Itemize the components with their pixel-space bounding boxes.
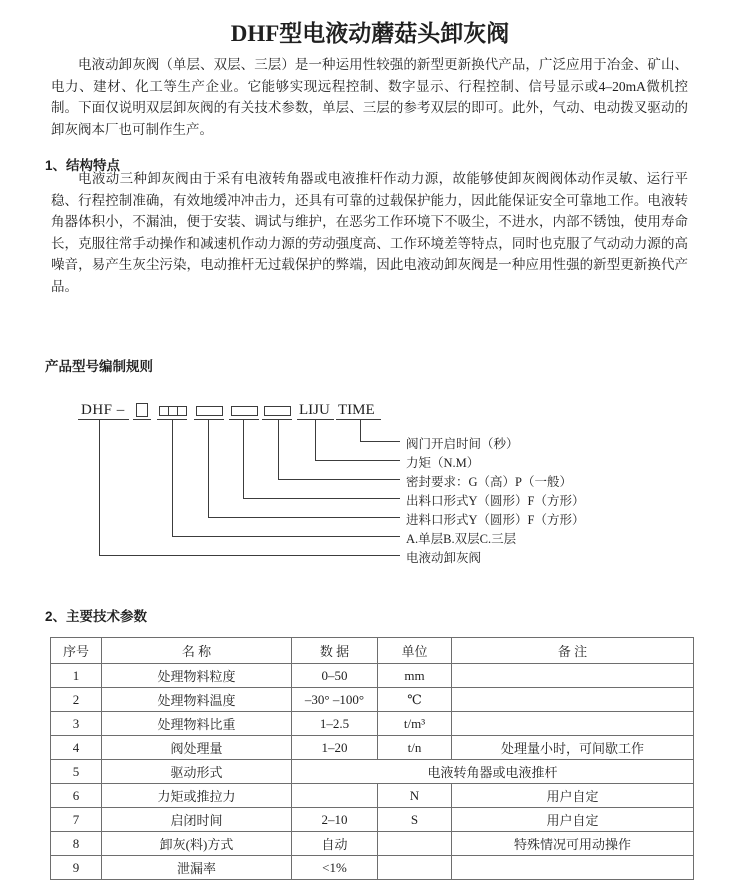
cell-name: 处理物料粒度 xyxy=(102,664,292,688)
cell-name: 驱动形式 xyxy=(102,760,292,784)
cell-note: 用户自定 xyxy=(452,784,694,808)
cell-note xyxy=(452,664,694,688)
col-header-data: 数 据 xyxy=(292,638,378,664)
cell-index: 1 xyxy=(51,664,102,688)
cell-note xyxy=(452,688,694,712)
cell-index: 2 xyxy=(51,688,102,712)
cell-data: 1–20 xyxy=(292,736,378,760)
cell-index: 8 xyxy=(51,832,102,856)
col-header-index: 序号 xyxy=(51,638,102,664)
layers-box-cell xyxy=(160,407,169,415)
table-row xyxy=(51,688,694,712)
cell-index: 3 xyxy=(51,712,102,736)
cell-data: 2–10 xyxy=(292,808,378,832)
diagram-label-outlet: 出料口形式Y（圆形）F（方形） xyxy=(406,494,585,508)
cell-note: 处理量小时，可间歇工作 xyxy=(452,736,694,760)
cell-name: 启闭时间 xyxy=(102,808,292,832)
diagram-label-layers: A.单层B.双层C.三层 xyxy=(406,532,517,546)
col-header-unit: 单位 xyxy=(378,638,452,664)
table-row xyxy=(51,808,694,832)
cell-name: 卸灰(料)方式 xyxy=(102,832,292,856)
cell-data xyxy=(292,784,378,808)
cell-note xyxy=(452,712,694,736)
diagram-label-seal: 密封要求：G（高）P（一般） xyxy=(406,475,572,489)
connector-valve-type xyxy=(99,420,400,556)
section-params-heading: 2、主要技术参数 xyxy=(45,609,148,624)
table-row xyxy=(51,712,694,736)
cell-unit: t/m³ xyxy=(378,712,452,736)
layers-box-cell xyxy=(178,407,186,415)
cell-data: <1% xyxy=(292,856,378,880)
layers-box-cell xyxy=(169,407,178,415)
diagram-label-torque: 力矩（N.M） xyxy=(406,456,480,470)
cell-unit: t/n xyxy=(378,736,452,760)
cell-name: 泄漏率 xyxy=(102,856,292,880)
intro-paragraph: 电液动卸灰阀（单层、双层、三层）是一种运用性较强的新型更新换代产品，广泛应用于冶金、矿山、电力、建材、化工等生产企业。它能够实现远程控制、数字显示、行程控制、信号显示或4–20mA微机控制。下面仅说明双层卸灰阀的有关技术参数，单层、三层的参考双层的即可。此外，气动、电动拨叉驱动的卸灰阀本厂也可制作生产。 xyxy=(51,57,688,137)
table-row xyxy=(51,760,694,784)
cell-unit xyxy=(378,832,452,856)
cell-note: 用户自定 xyxy=(452,808,694,832)
table-row xyxy=(51,784,694,808)
col-header-name: 名 称 xyxy=(102,638,292,664)
model-field-layers-box xyxy=(159,406,187,416)
diagram-label-inlet: 进料口形式Y（圆形）F（方形） xyxy=(406,513,585,527)
model-field-blank-box xyxy=(136,403,148,417)
cell-index: 5 xyxy=(51,760,102,784)
model-field-inlet-box xyxy=(196,406,223,416)
features-paragraph: 电液动三种卸灰阀由于采有电液转角器或电液推杆作动力源，故能够使卸灰阀阀体动作灵敏、运行平稳、行程控制准确，有效地缓冲冲击力，还具有可靠的过载保护能力，因此能保证安全可靠地工作。电液转角器体积小，不漏油，便于安装、调试与维护，在恶劣工作环境下不吸尘，不进水，内部不锈蚀，使用寿命长，克服往常手动操作和减速机作动力源的劳动强度高、工作环境差等特点，同时也克服了气动动力源的高噪音，易产生灰尘污染，电动推杆无过载保护的弊端，因此电液动卸灰阀是一种应用性强的新型更新换代产品。 xyxy=(51,171,688,294)
cell-note xyxy=(452,856,694,880)
cell-data: –30° –100° xyxy=(292,688,378,712)
cell-index: 7 xyxy=(51,808,102,832)
model-code-heading: 产品型号编制规则 xyxy=(45,359,153,374)
cell-data: 自动 xyxy=(292,832,378,856)
col-header-note: 备 注 xyxy=(452,638,694,664)
section-features-heading: 1、结构特点 xyxy=(45,158,121,173)
cell-index: 9 xyxy=(51,856,102,880)
diagram-label-open-time: 阀门开启时间（秒） xyxy=(406,437,519,451)
model-prefix-text: DHF – xyxy=(81,402,125,418)
cell-data: 1–2.5 xyxy=(292,712,378,736)
model-field-outlet-box xyxy=(231,406,258,416)
cell-merged-drive: 电液转角器或电液推杆 xyxy=(292,760,694,784)
diagram-label-valve-type: 电液动卸灰阀 xyxy=(406,551,482,565)
cell-data: 0–50 xyxy=(292,664,378,688)
cell-name: 力矩或推拉力 xyxy=(102,784,292,808)
table-row xyxy=(51,856,694,880)
page-title: DHF型电液动蘑菇头卸灰阀 xyxy=(230,21,510,46)
cell-name: 处理物料比重 xyxy=(102,712,292,736)
table-header-row xyxy=(51,638,694,664)
model-field-seal-box xyxy=(264,406,291,416)
cell-unit: N xyxy=(378,784,452,808)
cell-note: 特殊情况可用动操作 xyxy=(452,832,694,856)
parameters-table xyxy=(50,637,694,880)
cell-index: 6 xyxy=(51,784,102,808)
table-row xyxy=(51,664,694,688)
cell-unit: ℃ xyxy=(378,688,452,712)
model-liju-text: LIJU xyxy=(299,402,330,418)
cell-unit xyxy=(378,856,452,880)
cell-name: 处理物料温度 xyxy=(102,688,292,712)
cell-unit: mm xyxy=(378,664,452,688)
table-row xyxy=(51,736,694,760)
cell-index: 4 xyxy=(51,736,102,760)
cell-name: 阀处理量 xyxy=(102,736,292,760)
table-row xyxy=(51,832,694,856)
cell-unit: S xyxy=(378,808,452,832)
model-time-text: TIME xyxy=(338,402,375,418)
